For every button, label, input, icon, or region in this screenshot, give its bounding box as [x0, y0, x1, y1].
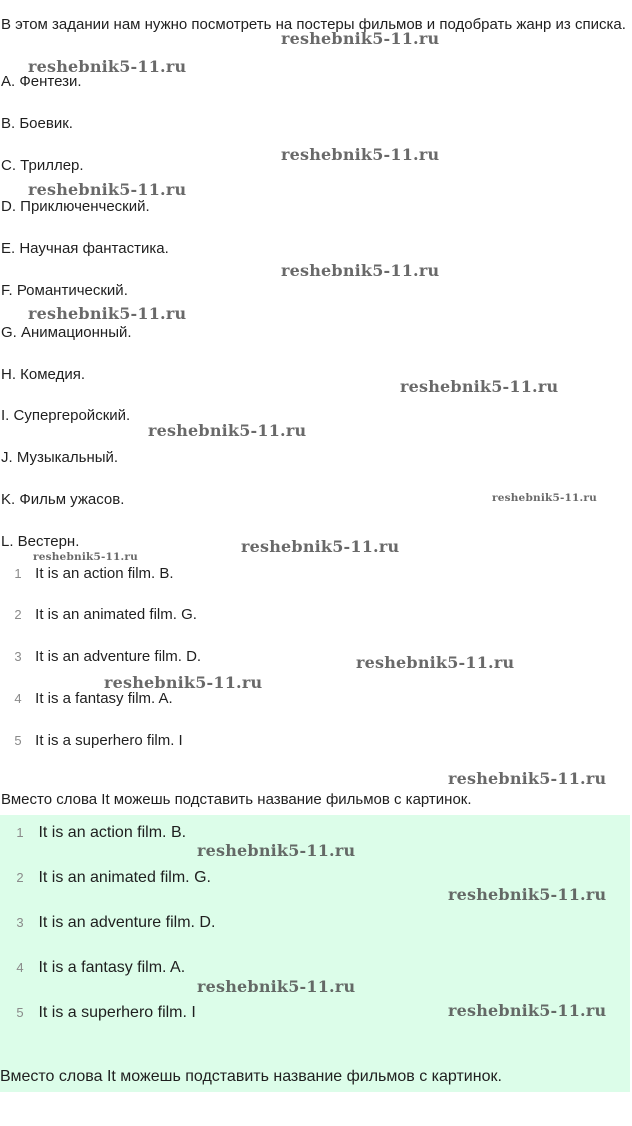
watermark-text: reshebnik5-11.ru	[148, 421, 307, 440]
watermark-text: reshebnik5-11.ru	[448, 1001, 607, 1020]
answer-item	[10, 605, 197, 625]
genre-item: B. Боевик.	[1, 115, 73, 132]
genre-item: C. Триллер.	[1, 157, 84, 174]
genre-item: K. Фильм ужасов.	[1, 491, 125, 508]
watermark-text: reshebnik5-11.ru	[28, 180, 187, 199]
watermark-text: reshebnik5-11.ru	[241, 537, 400, 556]
watermark-text: reshebnik5-11.ru	[356, 653, 515, 672]
answer-text: It is an action film. B.	[35, 565, 174, 582]
answer-number: 5	[16, 1005, 24, 1020]
answer-number: 5	[14, 733, 22, 748]
answer-item	[10, 647, 201, 667]
watermark-text: reshebnik5-11.ru	[448, 885, 607, 904]
genre-item: H. Комедия.	[1, 366, 85, 383]
genre-item: E. Научная фантастика.	[1, 240, 169, 257]
genre-item: I. Супергеройский.	[1, 407, 131, 424]
watermark-text: reshebnik5-11.ru	[448, 769, 607, 788]
answer-text: It is an animated film. G.	[38, 869, 211, 886]
genre-item: J. Музыкальный.	[1, 449, 119, 466]
answer-item	[10, 689, 173, 709]
box-answer-item	[12, 867, 211, 889]
answer-number: 3	[16, 915, 24, 930]
genre-item: D. Приключенческий.	[1, 198, 150, 215]
answer-text: It is an action film. B.	[38, 824, 187, 841]
box-note-text: Вместо слова It можешь подставить название фильмов с картинок.	[0, 1068, 502, 1085]
answer-text: It is an adventure film. D.	[38, 914, 216, 931]
box-answer-item	[12, 912, 215, 934]
watermark-text: reshebnik5-11.ru	[400, 377, 559, 396]
answer-item	[10, 564, 174, 584]
genre-item: A. Фентези.	[1, 73, 82, 90]
genre-item: L. Вестерн.	[1, 533, 80, 550]
intro-text: В этом задании нам нужно посмотреть на постеры фильмов и подобрать жанр из списка.	[1, 16, 626, 33]
box-answer-item	[12, 957, 185, 979]
watermark-text: reshebnik5-11.ru	[281, 145, 440, 164]
watermark-text: reshebnik5-11.ru	[33, 551, 138, 563]
answer-number: 2	[14, 607, 22, 622]
answer-number: 4	[16, 960, 24, 975]
box-answer-item	[12, 1002, 196, 1024]
genre-item: F. Романтический.	[1, 282, 128, 299]
answer-number: 1	[16, 825, 24, 840]
answer-text: It is a superhero film. I	[35, 732, 183, 749]
watermark-text: reshebnik5-11.ru	[104, 673, 263, 692]
answer-text: It is a fantasy film. A.	[35, 690, 173, 707]
watermark-text: reshebnik5-11.ru	[197, 841, 356, 860]
box-answer-item	[12, 822, 186, 844]
answer-number: 4	[14, 691, 22, 706]
answer-text: It is an animated film. G.	[35, 606, 197, 623]
answer-number: 3	[14, 649, 22, 664]
answer-text: It is a superhero film. I	[38, 1004, 196, 1021]
watermark-text: reshebnik5-11.ru	[492, 492, 597, 504]
answer-number: 1	[14, 566, 22, 581]
watermark-text: reshebnik5-11.ru	[28, 304, 187, 323]
watermark-text: reshebnik5-11.ru	[281, 29, 440, 48]
watermark-text: reshebnik5-11.ru	[197, 977, 356, 996]
watermark-text: reshebnik5-11.ru	[281, 261, 440, 280]
note-text: Вместо слова It можешь подставить название фильмов с картинок.	[1, 791, 472, 808]
answer-number: 2	[16, 870, 24, 885]
answer-item	[10, 731, 183, 751]
answer-text: It is a fantasy film. A.	[38, 959, 186, 976]
watermark-text: reshebnik5-11.ru	[28, 57, 187, 76]
genre-item: G. Анимационный.	[1, 324, 132, 341]
answer-text: It is an adventure film. D.	[35, 648, 202, 665]
